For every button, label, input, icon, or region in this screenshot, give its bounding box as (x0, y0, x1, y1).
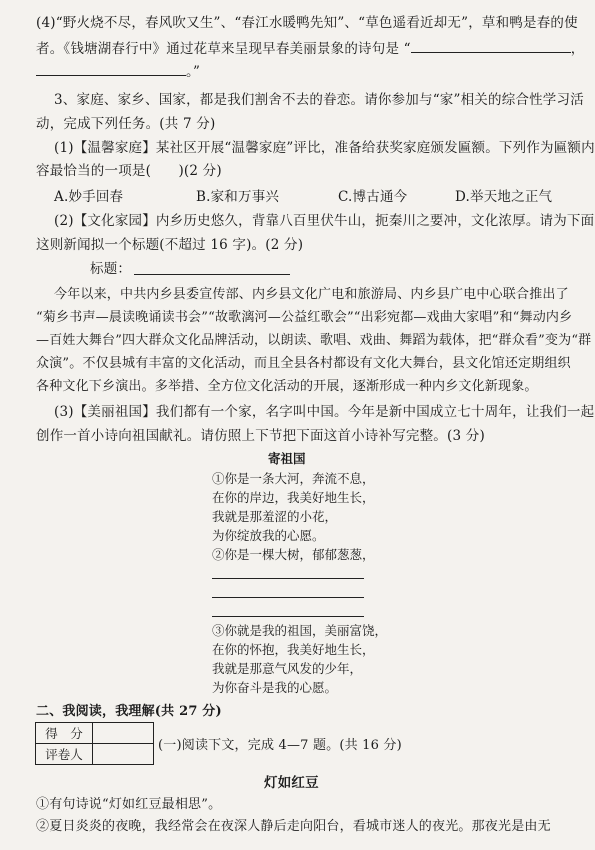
q3-p2-line1: (2)【文化家园】内乡历史悠久，背靠八百里伏牛山，扼秦川之要冲，文化浓厚。请为下面 (54, 213, 595, 229)
news-line-3: —百姓大舞台”四大群众文化品牌活动，以朗读、歌唱、戏曲、舞蹈为载体，把“群众看”变为“群 (36, 333, 592, 348)
reading-sub-heading: (一)阅读下文，完成 4—7 题。(共 16 分) (158, 738, 402, 753)
q3-intro-line1: 3、家庭、家乡、国家，都是我们割舍不去的眷恋。请你参加与“家”相关的综合性学习活 (54, 92, 584, 108)
poem-blank-3[interactable] (212, 616, 364, 617)
news-line-1: 今年以来，中共内乡县委宣传部、内乡县文化广电和旅游局、内乡县广电中心联合推出了 (54, 287, 569, 302)
option-c[interactable]: C.博古通今 (338, 189, 408, 205)
title-label: 标题： (90, 261, 132, 277)
poem-s2-line1: ②你是一棵大树，郁郁葱葱， (212, 547, 375, 562)
q4-line2 (36, 40, 584, 58)
score-row (36, 723, 154, 744)
q3-p2-line2: 这则新闻拟一个标题(不超过 16 字)。(2 分) (36, 237, 304, 253)
score-cell[interactable] (93, 723, 154, 744)
grader-cell[interactable] (93, 744, 154, 765)
section2-heading: 二、我阅读，我理解(共 27 分) (36, 704, 222, 719)
option-a[interactable]: A.妙手回春 (54, 189, 124, 205)
poem-s1-line3: 我就是那羞涩的小花， (212, 509, 338, 524)
news-line-2: “菊乡书声—晨读晚诵读书会”“故歌漓河—公益红歌会”“出彩宛都—戏曲大家唱”和“舞动内乡 (36, 310, 573, 325)
poem-s3-line1: ③你就是我的祖国，美丽富饶， (212, 623, 388, 638)
q4-line3 (36, 63, 200, 81)
poem-s1-line2: 在你的岸边，我美好地生长， (212, 490, 375, 505)
news-line-4: 众演”。不仅县城有丰富的文化活动，而且全县各村都设有文化大舞台，县文化馆还定期组织 (36, 356, 571, 371)
article-para-2: ②夏日炎炎的夜晚，我经常会在夜深人静后走向阳台，看城市迷人的夜光。那夜光是由无 (36, 819, 551, 834)
poem-title: 寄祖国 (268, 451, 306, 466)
q4-comma: ， (570, 41, 585, 57)
poem-s3-line3: 我就是那意气风发的少年， (212, 661, 363, 676)
title-answer-blank[interactable] (134, 274, 290, 275)
q4-line2-text: 者。《钱塘湖春行中》通过花草来呈现早春美丽景象的诗句是 “ (36, 41, 411, 57)
q4-answer-blank-2[interactable] (36, 63, 186, 76)
poem-s1-line1: ①你是一条大河，奔流不息， (212, 471, 375, 486)
q3-intro-line2: 动，完成下列任务。(共 7 分) (36, 116, 216, 132)
q3-p1-line1: (1)【温馨家庭】某社区开展“温馨家庭”评比，准备给获奖家庭颁发匾额。下列作为匾额内 (54, 140, 595, 156)
q4-line3-end: 。” (186, 64, 201, 80)
article-para-1: ①有句诗说“灯如红豆最相思”。 (36, 797, 222, 812)
grader-row (36, 744, 154, 765)
score-table (35, 722, 154, 765)
grader-label: 评卷人 (36, 744, 93, 765)
q4-line1: (4)“野火烧不尽，春风吹又生”、“春江水暖鸭先知”、“草色遥看近却无”，草和鸭是春的使 (36, 15, 578, 31)
poem-s3-line4: 为你奋斗是我的心愿。 (212, 680, 338, 695)
article-title: 灯如红豆 (264, 775, 319, 791)
q3-p1-line2: 容最恰当的一项是( )(2 分) (36, 163, 222, 179)
poem-s3-line2: 在你的怀抱，我美好地生长， (212, 642, 375, 657)
option-b[interactable]: B.家和万事兴 (196, 189, 280, 205)
q3-p3-line1: (3)【美丽祖国】我们都有一个家，名字叫中国。今年是新中国成立七十周年，让我们一起 (54, 404, 595, 420)
poem-s1-line4: 为你绽放我的心愿。 (212, 528, 325, 543)
q4-answer-blank-1[interactable] (411, 40, 571, 53)
poem-blank-2[interactable] (212, 597, 364, 598)
q3-p3-line2: 创作一首小诗向祖国献礼。请仿照上下节把下面这首小诗补写完整。(3 分) (36, 428, 485, 444)
news-line-5: 各种文化下乡演出。多举措、全方位文化活动的开展，逐渐形成一种内乡文化新现象。 (36, 379, 538, 394)
option-d[interactable]: D.举天地之正气 (455, 189, 553, 205)
score-label: 得 分 (36, 723, 93, 744)
poem-blank-1[interactable] (212, 578, 364, 579)
